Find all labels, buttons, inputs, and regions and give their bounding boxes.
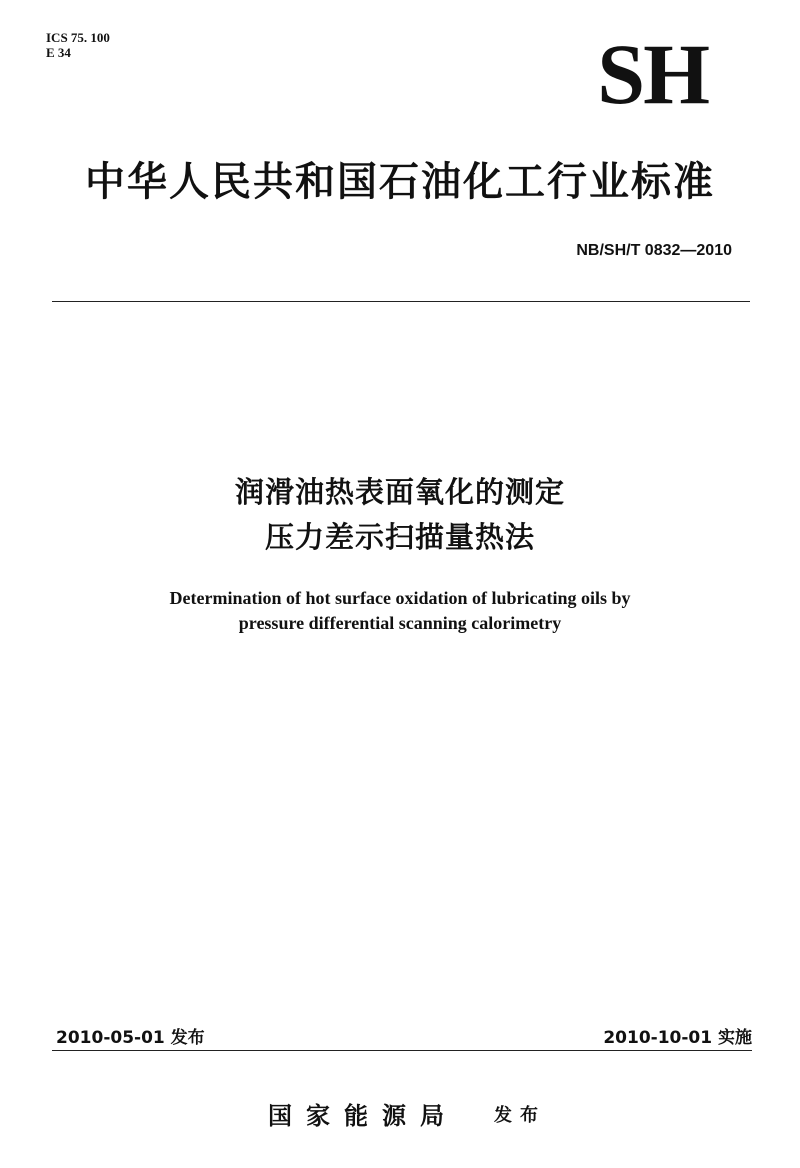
implementation-date: 2010-10-01 实施 (603, 1028, 752, 1048)
chinese-title-line-2: 压力差示扫描量热法 (264, 520, 535, 554)
english-title-line-1: Determination of hot surface oxidation of lubricating oils by (169, 588, 631, 608)
english-title-line-2: pressure differential scanning calorimetry (238, 613, 562, 633)
publish-label: 发布 (494, 1105, 546, 1126)
standard-category-title: 中华人民共和国石油化工行业标准 (85, 159, 715, 205)
ics-code: ICS 75. 100 (46, 30, 110, 45)
issue-date: 2010-05-01 发布 (56, 1028, 205, 1048)
ics-block (46, 30, 110, 60)
sh-logo: SH (597, 26, 708, 122)
publisher-name: 国家能源局 (268, 1102, 458, 1130)
chinese-title-line-1: 润滑油热表面氧化的测定 (234, 475, 565, 509)
bottom-divider (52, 1050, 752, 1051)
top-divider (52, 301, 750, 302)
standard-number: NB/SH/T 0832—2010 (576, 242, 732, 259)
classification-code: E 34 (46, 45, 71, 60)
